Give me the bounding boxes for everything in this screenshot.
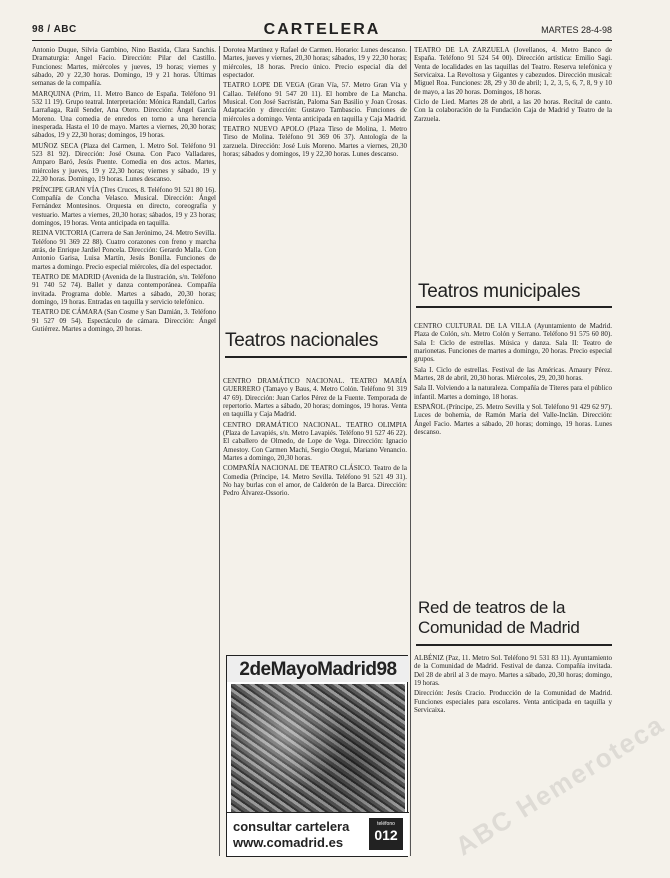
listing: Sala II. Volviendo a la naturaleza. Compañía de Títeres para el público infantil. Martes a domingo, 18 horas. (414, 384, 612, 401)
listing: CENTRO DRAMÁTICO NACIONAL. TEATRO OLIMPIA (Plaza de Lavapiés, s/n. Metro Lavapiés. Teléfono 91 527 46 22). El caballero de Olmedo, de Lope de Vega. Dirección: Ignacio Amestoy. Con Carmen Machi, Sergio Otegui, Mariano Venancio. Martes a domingo, 20,30 horas. (223, 420, 407, 463)
ad-cta-text: consultar cartelera (233, 819, 350, 834)
section-red-teatros: Red de teatros de la Comunidad de Madrid (418, 598, 580, 637)
section-teatros-nacionales: Teatros nacionales (225, 330, 379, 351)
listing: ALBÉNIZ (Paz, 11. Metro Sol. Teléfono 91 531 83 11). Ayuntamiento de la Comunidad de Madrid. Festival de danza. Compañía invitada. Del 28 de abril al 3 de mayo. Martes a sábado, 20,30 horas; domingo, 19 horas. (414, 654, 612, 688)
section-teatros-municipales: Teatros municipales (418, 281, 581, 302)
watermark-text: ABC Hemeroteca (450, 708, 670, 862)
listing: TEATRO DE LA ZARZUELA (Jovellanos, 4. Metro Banco de España. Teléfono 91 524 54 00). Dirección artística: Emilio Sagi. Venta de localidades en las taquillas del Teatro. Reserva telefónica y Servicaixa. La Revoltosa y Gigantes y cabezudos. Dirección musical: Miguel Roa. Funciones: 28, 29 y 30 de abril; 1, 2, 3, 5, 6, 7, 8, 9 y 10 de mayo, a las 20 horas. Domingos, 18 horas. (414, 46, 612, 96)
column-divider (410, 46, 411, 856)
listing: REINA VICTORIA (Carrera de San Jerónimo, 24. Metro Sevilla. Teléfono 91 369 22 88). Cuatro corazones con freno y marcha atrás, de Enrique Jardiel Poncela. Dirección: Gerardo Malla. Con Antonio Garisa, Luisa Martín, Jesús Bonilla. Funciones de martes a domingo. Precio especial miércoles, día del espectador. (32, 229, 216, 271)
ad-title: 2deMayoMadrid98 (239, 659, 397, 680)
listing: Dorotea Martínez y Rafael de Carmen. Horario: Lunes descanso. Martes, jueves y viernes, 20,30 horas; sábados, 19 y 22,30 horas; miércoles, 18 horas. Precio único. Precio especial día del espectador. (223, 46, 407, 80)
listing: MARQUINA (Prim, 11. Metro Banco de España. Teléfono 91 532 11 19). Grupo teatral. Interpretación: Mónica Randall, Carlos Larrañaga, Raúl Sender, Ana Otero. Dirección: Ángel García Moreno. Una comedia de enredos en torno a una herencia inesperada. Hasta el 10 de mayo. Martes a viernes, 20,30 horas; sábados, 19 y 22,30 horas; domingos, 19 horas. (32, 89, 216, 140)
page-header (32, 22, 612, 38)
listing: COMPAÑÍA NACIONAL DE TEATRO CLÁSICO. Teatro de la Comedia (Príncipe, 14. Metro Sevilla. Teléfono 91 521 49 31). No hay burlas con el amor, de Calderón de la Barca. Dirección: Pedro Álvarez-Ossorio. (223, 464, 407, 498)
column-divider (219, 46, 220, 856)
listing: TEATRO DE MADRID (Avenida de la Ilustración, s/n. Teléfono 91 740 52 74). Ballet y danza contemporánea. Compañía invitada. Programa doble. Martes a sábado, 20,30 horas; domingo, 19 horas. Entradas en taquilla y servicio telefónico. (32, 272, 216, 306)
listing: ESPAÑOL (Príncipe, 25. Metro Sevilla y Sol. Teléfono 91 429 62 97). Luces de bohemia, de Ramón María del Valle-Inclán. Dirección: Ángel Facio. Martes a sábado, 20 horas; domingo, 19 horas. Lunes descanso. (414, 403, 612, 437)
listing: MUÑOZ SECA (Plaza del Carmen, 1. Metro Sol. Teléfono 91 523 81 92). Dirección: José Osuna. Con Paco Valladares, Amparo Baró, Jesús Puente. Comedia en dos actos. Martes, miércoles y jueves, 19 y 22,30 horas; viernes y sábado, 19 y 22,30 horas. Domingo, 19 horas. Lunes descanso. (32, 141, 216, 184)
column-2-top (223, 46, 407, 320)
ad-photo (231, 684, 405, 812)
ad-footer (227, 812, 409, 856)
page-number: 98 / ABC (32, 24, 77, 35)
ad-phone-badge (369, 818, 403, 850)
section-rule (416, 644, 612, 646)
listing: TEATRO LOPE DE VEGA (Gran Vía, 57. Metro Gran Vía y Callao. Teléfono 91 547 20 11). El hombre de La Mancha. Musical. Con José Sacristán, Paloma San Basilio y Joan Crosas. Adaptación y dirección: Gustavo Tambascio. Funciones de miércoles a domingo. Venta anticipada en taquilla y Caja Madrid. (223, 81, 407, 123)
listing: Antonio Duque, Silvia Gambino, Nino Bastida, Clara Sanchis. Dramaturgia: Angel Facio. Dirección: Pilar del Castillo. Funciones: Martes, miércoles y jueves, 19 horas; viernes y sábado, 20 y 22,30 horas. Domingo, 19 y 21 horas. Últimas semanas de la compañía. (32, 46, 216, 88)
listing: Sala I. Ciclo de estrellas. Festival de las Américas. Amaury Pérez. Martes, 28 de abril, 20,30 horas. Miércoles, 29, 20,30 horas. (414, 365, 612, 383)
section-title: CARTELERA (263, 21, 381, 38)
advertisement-2-de-mayo[interactable] (226, 655, 408, 857)
listing: CENTRO CULTURAL DE LA VILLA (Ayuntamiento de Madrid. Plaza de Colón, s/n. Metro Colón y Serrano. Teléfono 91 575 60 80). Sala I: Ciclo de estrellas. Música y danza. Sala II: Teatro de marionetas. Funciones de martes a domingo, 20 horas. Precio especial grupos. (414, 322, 612, 364)
phone-label: teléfono (377, 821, 395, 827)
phone-number: 012 (374, 827, 398, 843)
column-3-municipales (414, 322, 612, 582)
listing: Ciclo de Lied. Martes 28 de abril, a las 20 horas. Recital de canto. Con la colaboración de la Fundación Caja de Madrid y Teatro de la Zarzuela. (414, 98, 612, 123)
header-rule (32, 40, 612, 41)
section-rule (416, 306, 612, 308)
column-3-top (414, 46, 612, 292)
listing: PRÍNCIPE GRAN VÍA (Tres Cruces, 8. Teléfono 91 521 80 16). Compañía de Concha Velasco. Musical. Dirección: Ángel Fernández Montesinos. Orquesta en directo, coreografía y vestuario. Martes a viernes, 20,30 horas; sábados, 19 y 23 horas; domingos, 19 horas. Venta anticipada en taquilla. (32, 185, 216, 227)
issue-date: MARTES 28-4-98 (541, 25, 612, 35)
column-1 (32, 46, 216, 856)
listing: TEATRO NUEVO APOLO (Plaza Tirso de Molina, 1. Metro Tirso de Molina. Teléfono 91 369 06 37). Antología de la zarzuela. Dirección: José Luis Moreno. Martes a viernes, 20,30 horas; sábados y domingos, 19 y 22,30 horas. Lunes descanso. (223, 125, 407, 159)
section-rule (225, 356, 407, 358)
listing: TEATRO DE CÁMARA (San Cosme y San Damián, 3. Teléfono 91 527 09 54). Espectáculo de cámara. Dirección: Ángel Gutiérrez. Martes a domingo, 20 horas. (32, 308, 216, 333)
listing: Dirección: Jesús Cracio. Producción de la Comunidad de Madrid. Funciones especiales para escolares. Venta anticipada en taquilla y Servicaixa. (414, 689, 612, 715)
ad-url-link[interactable]: www.comadrid.es (233, 835, 344, 850)
column-2-nacionales (223, 377, 407, 623)
listing: CENTRO DRAMÁTICO NACIONAL. TEATRO MARÍA GUERRERO (Tamayo y Baus, 4. Metro Colón. Teléfono 91 319 47 69). Dirección: Juan Carlos Pérez de la Fuente. Temporada de repertorio. Martes a sábado, 20 horas; domingos, 19 horas. Venta en taquilla y Caja Madrid. (223, 377, 407, 419)
